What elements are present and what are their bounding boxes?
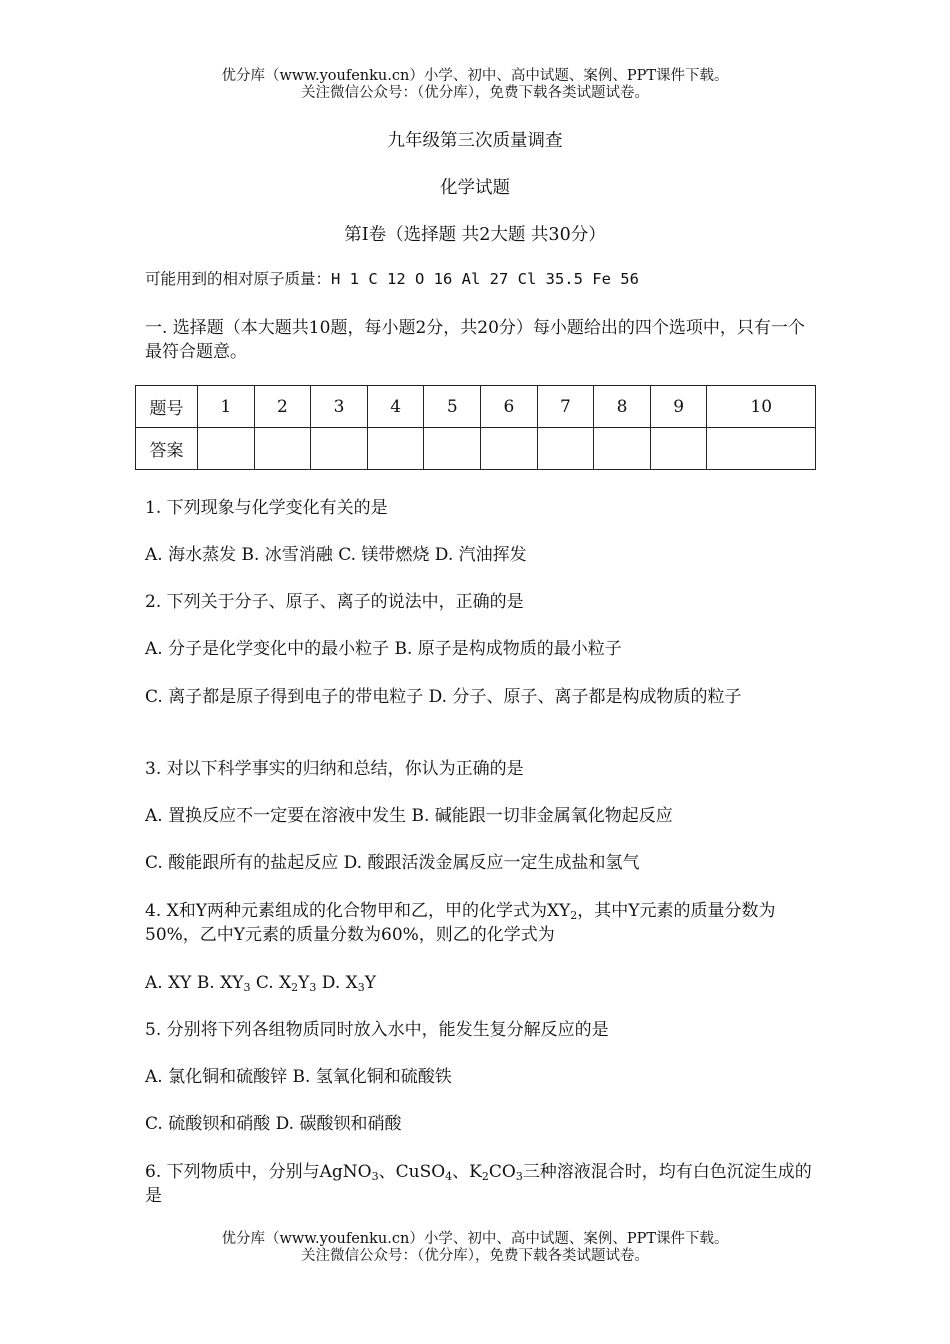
question-1-stem: 1. 下列现象与化学变化有关的是: [145, 498, 388, 518]
question-2-stem: 2. 下列关于分子、原子、离子的说法中，正确的是: [145, 592, 524, 612]
page-title: 九年级第三次质量调查: [387, 131, 563, 151]
question-3-stem: 3. 对以下科学事实的归纳和总结，你认为正确的是: [145, 759, 524, 779]
col-number: 7: [537, 386, 594, 428]
volume-heading: 第Ⅰ卷（选择题 共2大题 共30分）: [344, 225, 606, 245]
answer-cell[interactable]: [707, 428, 816, 470]
answer-table: [135, 385, 816, 470]
answer-cell[interactable]: [481, 428, 538, 470]
question-5-options-ab: A. 氯化铜和硫酸锌 B. 氢氧化铜和硫酸铁: [145, 1067, 452, 1087]
question-3-options-ab: A. 置换反应不一定要在溶液中发生 B. 碱能跟一切非金属氧化物起反应: [145, 806, 673, 826]
row-label-answer: 答案: [136, 428, 198, 470]
answer-cell[interactable]: [650, 428, 707, 470]
question-1-options: A. 海水蒸发 B. 冰雪消融 C. 镁带燃烧 D. 汽油挥发: [145, 545, 527, 565]
header-line-2: 关注微信公众号：（优分库），免费下载各类试题试卷。: [301, 85, 649, 101]
answer-cell[interactable]: [311, 428, 368, 470]
page-footer: [0, 1231, 950, 1265]
col-number: 3: [311, 386, 368, 428]
col-number: 5: [424, 386, 481, 428]
atomic-masses: 可能用到的相对原子质量：H 1 C 12 O 16 Al 27 Cl 35.5 Fe 56: [145, 270, 639, 288]
col-number: 10: [707, 386, 816, 428]
question-4-options: A. XY B. $XY_3$ C. $X_2Y_3$ D. $X_3Y$: [145, 973, 376, 994]
row-label-number: 题号: [136, 386, 198, 428]
header-line-1: 优分库（www.youfenku.cn）小学、初中、高中试题、案例、PPT课件下载。: [221, 68, 729, 84]
col-number: 9: [650, 386, 707, 428]
page-header: [0, 68, 950, 102]
answer-cell[interactable]: [594, 428, 651, 470]
footer-line-2: 关注微信公众号：（优分库），免费下载各类试题试卷。: [301, 1248, 649, 1264]
answer-cell[interactable]: [424, 428, 481, 470]
question-2-options-cd: C. 离子都是原子得到电子的带电粒子 D. 分子、原子、离子都是构成物质的粒子: [145, 687, 742, 707]
answer-cell[interactable]: [367, 428, 424, 470]
question-6-stem: 6. 下列物质中，分别与AgNO$_3$、CuSO$_4$、$K_2CO_3$三种溶液混合时，均有白色沉淀生成的是: [145, 1162, 812, 1206]
col-number: 4: [367, 386, 424, 428]
question-5-stem: 5. 分别将下列各组物质同时放入水中，能发生复分解反应的是: [145, 1020, 609, 1040]
section-1-instructions: 一. 选择题（本大题共10题，每小题2分，共20分）每小题给出的四个选项中，只有一个最符合题意。: [145, 318, 805, 362]
page-subtitle: 化学试题: [440, 178, 510, 198]
question-2-options-ab: A. 分子是化学变化中的最小粒子 B. 原子是构成物质的最小粒子: [145, 639, 622, 659]
col-number: 1: [198, 386, 255, 428]
answer-cell[interactable]: [198, 428, 255, 470]
question-3-options-cd: C. 酸能跟所有的盐起反应 D. 酸跟活泼金属反应一定生成盐和氢气: [145, 853, 640, 873]
col-number: 2: [254, 386, 311, 428]
answer-table-number-row: [136, 386, 816, 428]
footer-line-1: 优分库（www.youfenku.cn）小学、初中、高中试题、案例、PPT课件下载。: [221, 1231, 729, 1247]
col-number: 8: [594, 386, 651, 428]
question-5-options-cd: C. 硫酸钡和硝酸 D. 碳酸钡和硝酸: [145, 1114, 402, 1134]
answer-table-answer-row: [136, 428, 816, 470]
answer-cell[interactable]: [254, 428, 311, 470]
question-4-stem: 4. X和Y两种元素组成的化合物甲和乙，甲的化学式为$XY_2$，其中Y元素的质量分数为50%，乙中Y元素的质量分数为60%，则乙的化学式为: [145, 901, 776, 945]
answer-cell[interactable]: [537, 428, 594, 470]
col-number: 6: [481, 386, 538, 428]
